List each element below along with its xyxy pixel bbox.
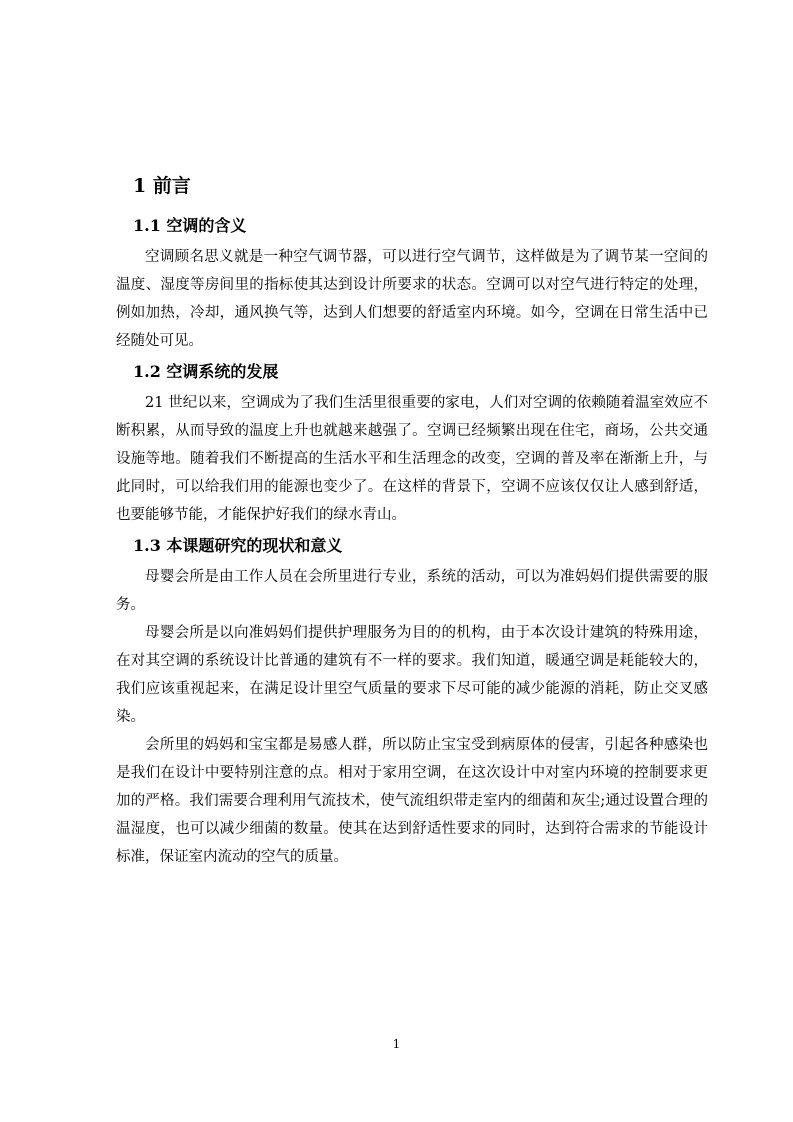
section-heading-1-2: 1.2 空调系统的发展 — [133, 362, 279, 381]
paragraph-1-2-a: 21 世纪以来，空调成为了我们生活里很重要的家电，人们对空调的依赖随着温室效应不断积累，从而导致的温度上升也就越来越强了。空调已经频繁出现在住宅，商场，公共交通设施等地。随着我们不断提高的生活水平和生活理念的改变，空调的普及率在渐渐上升，与此同时，可以给我们用的能源也变少了。在这样的背景下，空调不应该仅仅让人感到舒适，也要能够节能，才能保护好我们的绿水青山。 — [116, 395, 708, 523]
paragraph-1-3-c: 会所里的妈妈和宝宝都是易感人群，所以防止宝宝受到病原体的侵害，引起各种感染也是我们在设计中要特别注意的点。相对于家用空调，在这次设计中对室内环境的控制要求更加的严格。我们需要合理利用气流技术，使气流组织带走室内的细菌和灰尘;通过设置合理的温湿度，也可以减少细菌的数量。使其在达到舒适性要求的同时，达到符合需求的节能设计标准，保证室内流动的空气的质量。 — [116, 737, 708, 865]
section-heading-1-3: 1.3 本课题研究的现状和意义 — [133, 536, 343, 555]
page-content — [116, 170, 708, 871]
paragraph-1-1-a: 空调顾名思义就是一种空气调节器，可以进行空气调节，这样做是为了调节某一空间的温度、湿度等房间里的指标使其达到设计所要求的状态。空调可以对空气进行特定的处理，例如加热，冷却，通风换气等，达到人们想要的舒适室内环境。如今，空调在日常生活中已经随处可见。 — [116, 249, 708, 349]
paragraph-1-3-b: 母婴会所是以向准妈妈们提供护理服务为目的的机构，由于本次设计建筑的特殊用途，在对其空调的系统设计比普通的建筑有不一样的要求。我们知道，暖通空调是耗能较大的，我们应该重视起来，在满足设计里空气质量的要求下尽可能的减少能源的消耗，防止交叉感染。 — [116, 625, 708, 725]
chapter-title: 1 前言 — [133, 175, 191, 197]
paragraph-1-3-a: 母婴会所是由工作人员在会所里进行专业，系统的活动，可以为准妈妈们提供需要的服务。 — [116, 569, 708, 613]
section-heading-1-1: 1.1 空调的含义 — [133, 216, 247, 235]
page-number: 1 — [392, 1037, 401, 1051]
